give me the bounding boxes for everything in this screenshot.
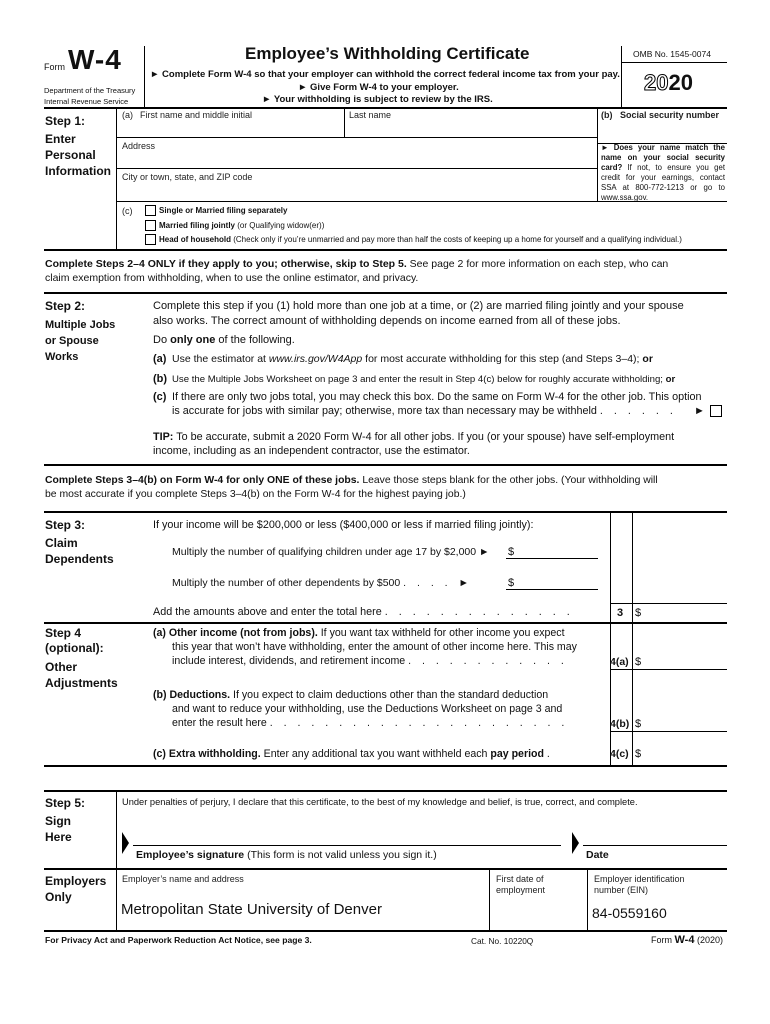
step5-name-1: Sign	[45, 814, 71, 828]
children-line-label: Multiply the number of qualifying children under age 17 by $2,000 ►	[172, 546, 490, 558]
step1-label: Step 1:	[45, 114, 86, 128]
city-label: City or town, state, and ZIP code	[122, 172, 253, 182]
step2-name-3: Works	[45, 351, 79, 363]
step5-label: Step 5:	[45, 796, 86, 810]
note-steps-3-4: Complete Steps 3–4(b) on Form W-4 for only ONE of these jobs. Leave those steps blank for the other jobs. (Your withholding will be most accurate if you complete Steps 3–4(b) on the Form W-4 for the highest paying job.)	[45, 475, 658, 500]
filing-married-label: Married filing jointly (or Qualifying widow(er))	[159, 221, 325, 230]
step4b-line1: (b) Deductions. If you expect to claim deductions other than the standard deduction	[153, 689, 549, 701]
two-jobs-checkbox[interactable]	[710, 405, 722, 417]
ein-value[interactable]: 84-0559160	[592, 905, 667, 921]
step1-name-1: Enter	[45, 132, 76, 146]
step4a-line1: (a) Other income (not from jobs). If you want tax withheld for other income you expect	[153, 627, 565, 639]
signature-date-field[interactable]	[583, 826, 723, 844]
sign-here-arrow-icon	[120, 832, 130, 854]
step3-total-label: Add the amounts above and enter the total here . . . . . . . . . . . . . .	[153, 606, 574, 618]
deductions-field[interactable]	[634, 715, 726, 731]
step3-name-1: Claim	[45, 536, 78, 550]
filing-single-label: Single or Married filing separately	[159, 206, 288, 215]
step3-label: Step 3:	[45, 518, 86, 532]
dept-line1: Department of the Treasury	[44, 86, 136, 95]
step2-option-a: Use the estimator at www.irs.gov/W4App for most accurate withholding for this step (and Steps 3–4); or	[172, 353, 653, 365]
privacy-notice: For Privacy Act and Paperwork Reduction Act Notice, see page 3.	[45, 935, 312, 945]
ein-label-1: Employer identification	[594, 874, 685, 884]
step4-name-2: Adjustments	[45, 676, 118, 690]
last-name-field[interactable]	[347, 122, 595, 136]
step3-intro: If your income will be $200,000 or less ($400,000 or less if married filing jointly):	[153, 519, 534, 531]
city-field[interactable]	[120, 183, 594, 197]
step2-label: Step 2:	[45, 299, 86, 313]
children-amount-field[interactable]	[506, 558, 598, 559]
step1-name-2: Personal	[45, 148, 96, 162]
note-steps-2-4: Complete Steps 2–4 ONLY if they apply to you; otherwise, skip to Step 5. See page 2 for more information on each step, who can claim exemption from withholding, when to use the online estimator, and privacy.	[45, 258, 669, 284]
step2-do-one: Do only one of the following.	[153, 334, 295, 346]
omb-number: OMB No. 1545-0074	[633, 49, 711, 59]
step4-name-1: Other	[45, 660, 78, 674]
filing-hoh-label: Head of household (Check only if you’re unmarried and pay more than half the costs of keeping up a home for yourself and a qualifying individual.)	[159, 235, 682, 244]
catalog-number: Cat. No. 10220Q	[471, 936, 534, 946]
other-dependents-label: Multiply the number of other dependents by $500 . . . . ►	[172, 577, 469, 589]
date-label: Date	[586, 849, 609, 861]
employers-name-2: Only	[45, 890, 72, 904]
first-date-label-2: employment	[496, 885, 546, 895]
signature-label: Employee’s signature (This form is not valid unless you sign it.)	[136, 849, 437, 861]
dept-line2: Internal Revenue Service	[44, 97, 129, 106]
employers-name-1: Employers	[45, 874, 107, 888]
step2-intro-2: also works. The correct amount of withholding depends on income earned from all of these jobs.	[153, 315, 621, 327]
first-date-employment-field[interactable]	[494, 898, 584, 926]
perjury-statement: Under penalties of perjury, I declare that this certificate, to the best of my knowledge and belief, is true, correct, and complete.	[122, 797, 638, 807]
page-title: Employee’s Withholding Certificate	[245, 44, 530, 63]
extra-withholding-field[interactable]	[634, 745, 726, 761]
employer-name-value[interactable]: Metropolitan State University of Denver	[121, 901, 382, 918]
form-word: Form	[44, 62, 65, 72]
ein-label-2: number (EIN)	[594, 885, 649, 895]
form-number: W-4	[68, 44, 122, 75]
step2-option-b: Use the Multiple Jobs Worksheet on page 3 and enter the result in Step 4(c) below for roughly accurate withholding; or	[172, 374, 676, 385]
step1-name-3: Information	[45, 164, 111, 178]
filing-single-checkbox[interactable]	[145, 205, 156, 216]
ssn-note: ► Does your name match the name on your social security card? If not, to ensure you get credit for your earnings, contact SSA at 800-772-1213 or go to www.ssa.gov.	[601, 143, 725, 202]
step4-label: Step 4	[45, 626, 82, 640]
step2-option-c-1: If there are only two jobs total, you may check this box. Do the same on Form W-4 for the other job. This option	[172, 391, 702, 403]
step4a-line3: include interest, dividends, and retirement income . . . . . . . . . . . .	[172, 655, 568, 667]
line-3-number: 3	[617, 607, 624, 619]
address-field[interactable]	[120, 152, 594, 166]
tax-year: 2020	[644, 70, 693, 95]
estimator-link[interactable]: www.irs.gov/W4App	[268, 353, 363, 365]
other-dependents-field[interactable]	[506, 589, 598, 590]
instruction-2: ► Give Form W-4 to your employer.	[298, 82, 459, 93]
first-name-label: First name and middle initial	[140, 110, 253, 120]
step3-total-field[interactable]	[634, 604, 726, 622]
first-name-field[interactable]	[120, 122, 342, 136]
ssn-label: Social security number	[620, 110, 720, 120]
last-name-label: Last name	[349, 110, 392, 120]
footer-form-id: Form W-4 (2020)	[651, 934, 723, 946]
instruction-3: ► Your withholding is subject to review by the IRS.	[262, 94, 493, 105]
step4b-line3: enter the result here . . . . . . . . . . . . . . . . . . . . . .	[172, 717, 569, 729]
line-4a-number: 4(a)	[610, 656, 629, 668]
step4b-line2: and want to reduce your withholding, use the Deductions Worksheet on page 3 and	[172, 703, 563, 715]
step2-intro-1: Complete this step if you (1) hold more than one job at a time, or (2) are married filing jointly and your spouse	[153, 300, 684, 312]
other-income-field[interactable]	[634, 653, 726, 669]
step2-tip-2: income, including as an independent contractor, use the estimator.	[153, 445, 470, 457]
date-arrow-icon	[570, 832, 580, 854]
step2-name-1: Multiple Jobs	[45, 319, 116, 331]
ssn-field[interactable]	[600, 122, 725, 140]
first-date-label-1: First date of	[496, 874, 544, 884]
step4c-line: (c) Extra withholding. Enter any additional tax you want withheld each pay period .	[153, 748, 554, 760]
step5-name-2: Here	[45, 830, 72, 844]
employee-signature-field[interactable]	[133, 826, 559, 844]
address-label: Address	[122, 141, 156, 151]
step2-tip-1: TIP: To be accurate, submit a 2020 Form W-4 for all other jobs. If you (or your spouse) have self-employment	[153, 431, 675, 443]
employer-name-label: Employer’s name and address	[122, 874, 244, 884]
step2-name-2: or Spouse	[45, 335, 99, 347]
line-4b-number: 4(b)	[610, 718, 630, 730]
instruction-1: ► Complete Form W-4 so that your employer can withhold the correct federal income tax from your pay.	[150, 69, 620, 80]
step4a-line2: this year that won’t have withholding, enter the amount of other income here. This may	[172, 641, 577, 653]
step3-name-2: Dependents	[45, 552, 114, 566]
line-4c-number: 4(c)	[610, 748, 629, 760]
filing-married-checkbox[interactable]	[145, 220, 156, 231]
filing-hoh-checkbox[interactable]	[145, 234, 156, 245]
step4-optional: (optional):	[45, 641, 104, 655]
step2-option-c-2: is accurate for jobs with similar pay; otherwise, more tax than necessary may be withheld . . . . . .	[172, 405, 677, 417]
